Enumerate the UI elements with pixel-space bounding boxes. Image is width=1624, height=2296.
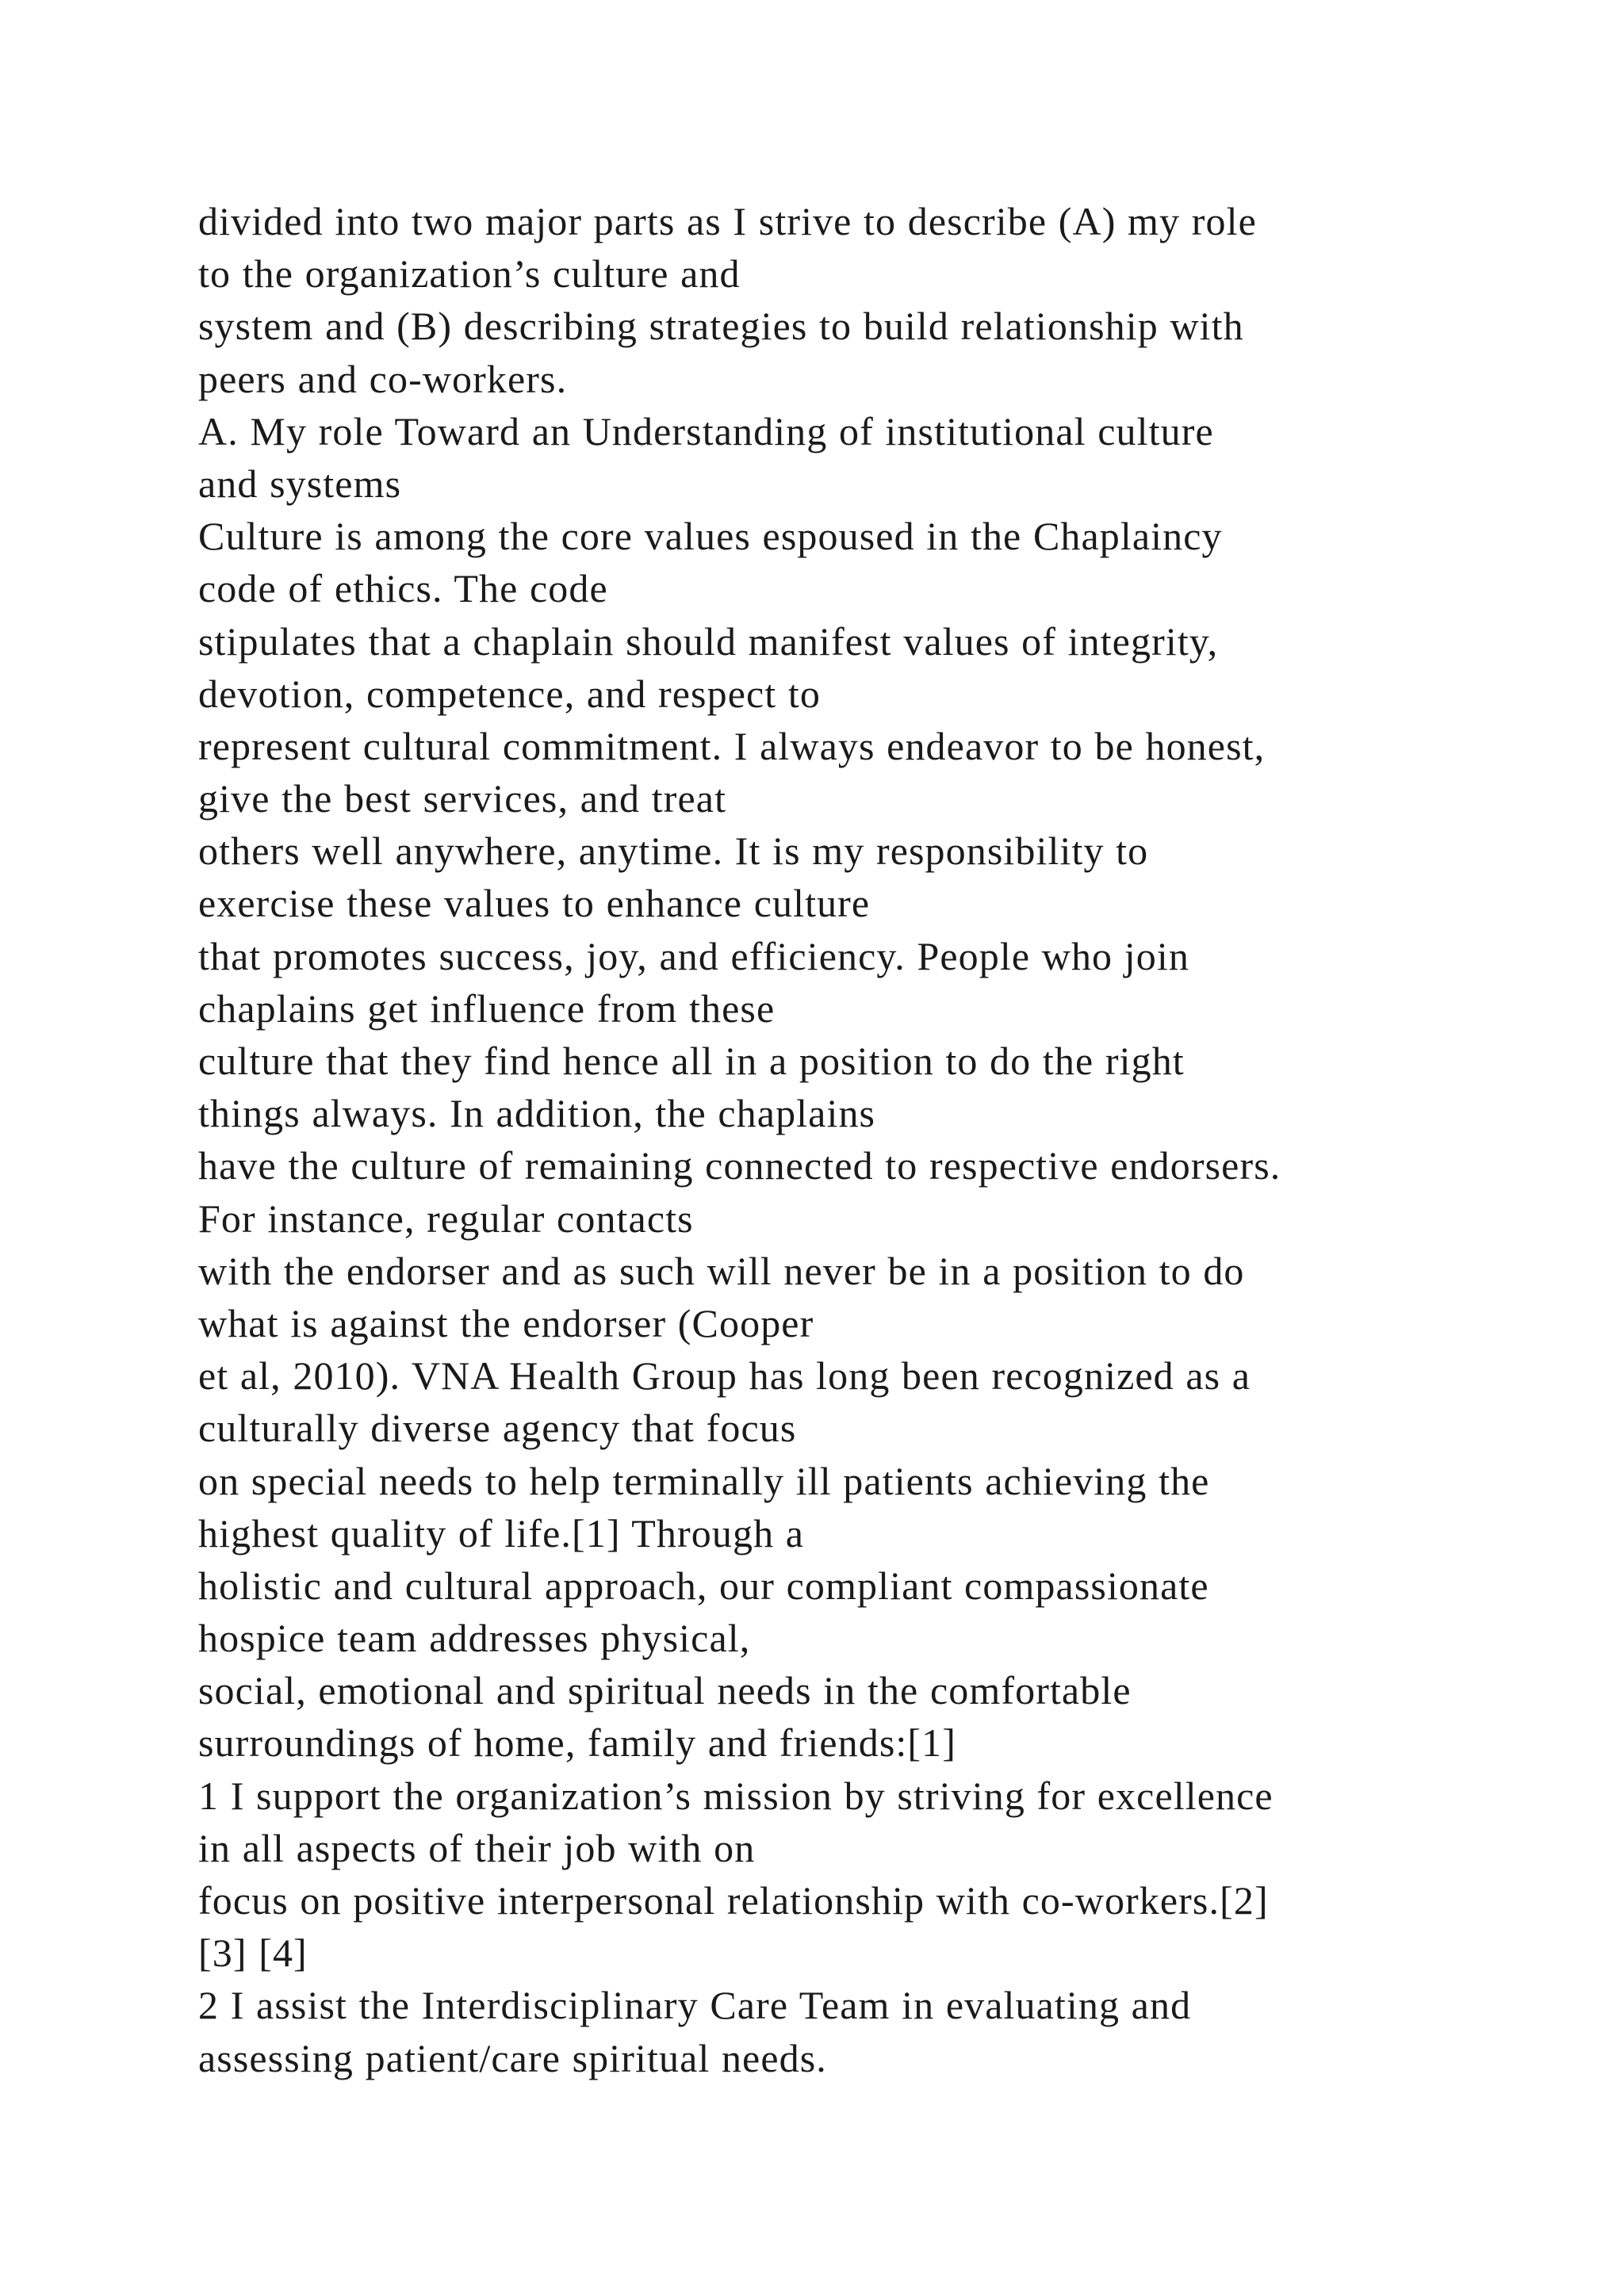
text-line: For instance, regular contacts	[198, 1196, 694, 1241]
list-item-line: focus on positive interpersonal relationship with co-workers.[2]	[198, 1878, 1269, 1923]
text-line: holistic and cultural approach, our compliant compassionate	[198, 1563, 1209, 1608]
text-line: others well anywhere, anytime. It is my responsibility to	[198, 828, 1149, 874]
list-item-line: 1 I support the organization’s mission by striving for excellence	[198, 1773, 1274, 1818]
text-line: have the culture of remaining connected to respective endorsers.	[198, 1143, 1281, 1188]
text-line: stipulates that a chaplain should manifest values of integrity,	[198, 618, 1219, 664]
text-line: with the endorser and as such will never be in a position to do	[198, 1248, 1245, 1293]
text-line: what is against the endorser (Cooper	[198, 1300, 814, 1345]
section-heading-line: A. My role Toward an Understanding of institutional culture	[198, 408, 1214, 453]
list-item-line: assessing patient/care spiritual needs.	[198, 2035, 827, 2080]
text-line: divided into two major parts as I strive to describe (A) my role	[198, 199, 1257, 243]
text-line: that promotes success, joy, and efficiency. People who join	[198, 933, 1189, 978]
list-item-line: [3] [4]	[198, 1931, 308, 1976]
text-line: Culture is among the core values espoused in the Chaplaincy	[198, 514, 1223, 559]
text-line: et al, 2010). VNA Health Group has long been recognized as a	[198, 1353, 1251, 1399]
text-line: chaplains get influence from these	[198, 985, 776, 1031]
text-line: hospice team addresses physical,	[198, 1616, 751, 1661]
section-heading-line: and systems	[198, 461, 402, 506]
list-item-line: in all aspects of their job with on	[198, 1825, 756, 1870]
text-line: on special needs to help terminally ill patients achieving the	[198, 1458, 1210, 1503]
text-line: give the best services, and treat	[198, 776, 727, 821]
document-body	[198, 195, 1562, 2084]
text-line: surroundings of home, family and friends:[1]	[198, 1720, 956, 1766]
text-line: culture that they find hence all in a position to do the right	[198, 1039, 1185, 1083]
text-line: represent cultural commitment. I always endeavor to be honest,	[198, 723, 1266, 768]
text-line: system and (B) describing strategies to build relationship with	[198, 304, 1244, 349]
text-line: devotion, competence, and respect to	[198, 671, 821, 716]
text-line: social, emotional and spiritual needs in the comfortable	[198, 1668, 1132, 1713]
text-line: culturally diverse agency that focus	[198, 1406, 797, 1451]
text-line: highest quality of life.[1] Through a	[198, 1510, 805, 1556]
list-item-line: 2 I assist the Interdisciplinary Care Team in evaluating and	[198, 1983, 1192, 2028]
text-line: code of ethics. The code	[198, 566, 608, 611]
text-line: exercise these values to enhance culture	[198, 881, 871, 926]
text-line: things always. In addition, the chaplains	[198, 1091, 876, 1136]
text-line: to the organization’s culture and	[198, 251, 741, 297]
text-line: peers and co-workers.	[198, 356, 568, 401]
